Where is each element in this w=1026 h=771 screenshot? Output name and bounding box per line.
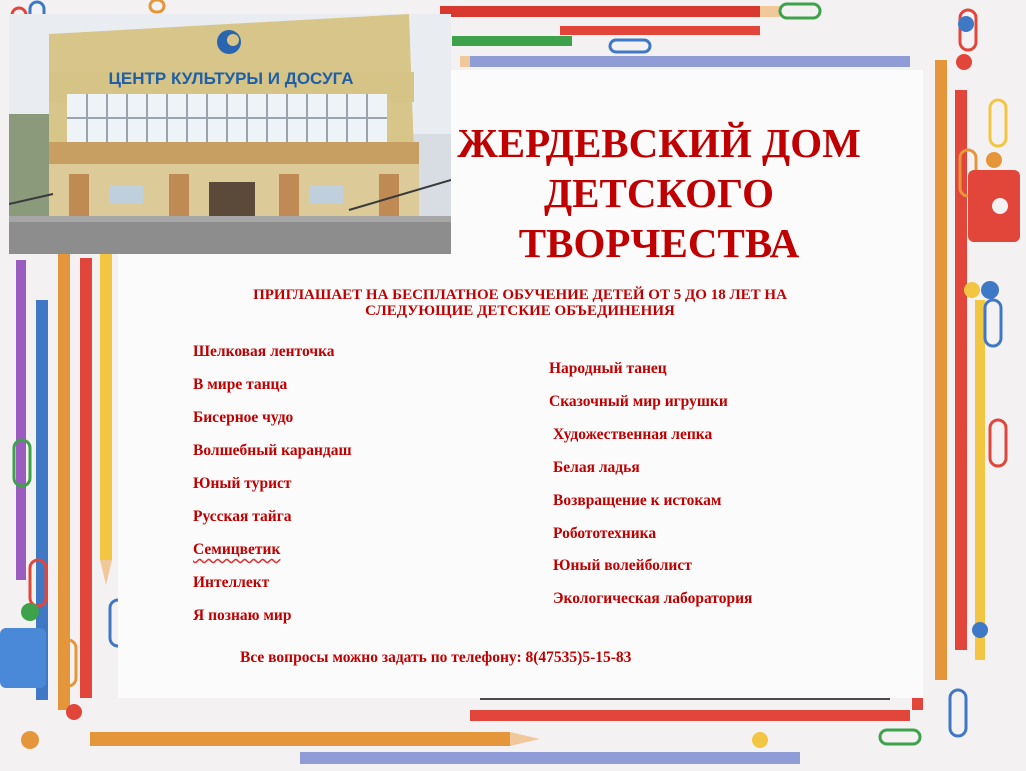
club-item: Волшебный карандаш — [193, 442, 352, 459]
eraser-decoration — [0, 628, 46, 688]
club-item: Юный турист — [193, 475, 292, 492]
club-item: Робототехника — [553, 525, 657, 542]
club-item: Возвращение к истокам — [553, 492, 722, 509]
club-item: Сказочный мир игрушки — [549, 393, 728, 410]
club-item: Интеллект — [193, 574, 270, 591]
contact-phone-line: Все вопросы можно задать по телефону: 8(47535)5-15-83 — [240, 649, 632, 666]
club-item: Народный танец — [549, 360, 667, 377]
club-item: Я познаю мир — [193, 607, 292, 624]
sharpener-decoration — [968, 170, 1020, 242]
title-line: ДЕТСКОГО — [543, 170, 775, 216]
club-item: Русская тайга — [193, 508, 292, 525]
club-item: Юный волейболист — [553, 557, 692, 574]
club-item: Художественная лепка — [553, 426, 713, 443]
club-item: Семицветик — [193, 541, 281, 558]
invitation-line: ПРИГЛАШАЕТ НА БЕСПЛАТНОЕ ОБУЧЕНИЕ ДЕТЕЙ ОТ 5 ДО 18 ЛЕТ НА — [253, 287, 787, 303]
club-item: Белая ладья — [553, 459, 640, 476]
title-line: ТВОРЧЕСТВА — [518, 220, 800, 266]
club-item: Экологическая лаборатория — [553, 590, 753, 607]
building-sign-text: ЦЕНТР КУЛЬТУРЫ И ДОСУГА — [108, 69, 354, 88]
title-line: ЖЕРДЕВСКИЙ ДОМ — [457, 120, 861, 166]
club-item: Бисерное чудо — [193, 409, 294, 426]
invitation-text — [190, 287, 850, 319]
invitation-line: СЛЕДУЮЩИЕ ДЕТСКИЕ ОБЪЕДИНЕНИЯ — [365, 303, 675, 319]
building-photo — [9, 14, 451, 254]
page-title — [450, 118, 868, 268]
club-item: В мире танца — [193, 376, 288, 393]
club-item: Шелковая ленточка — [193, 343, 335, 360]
